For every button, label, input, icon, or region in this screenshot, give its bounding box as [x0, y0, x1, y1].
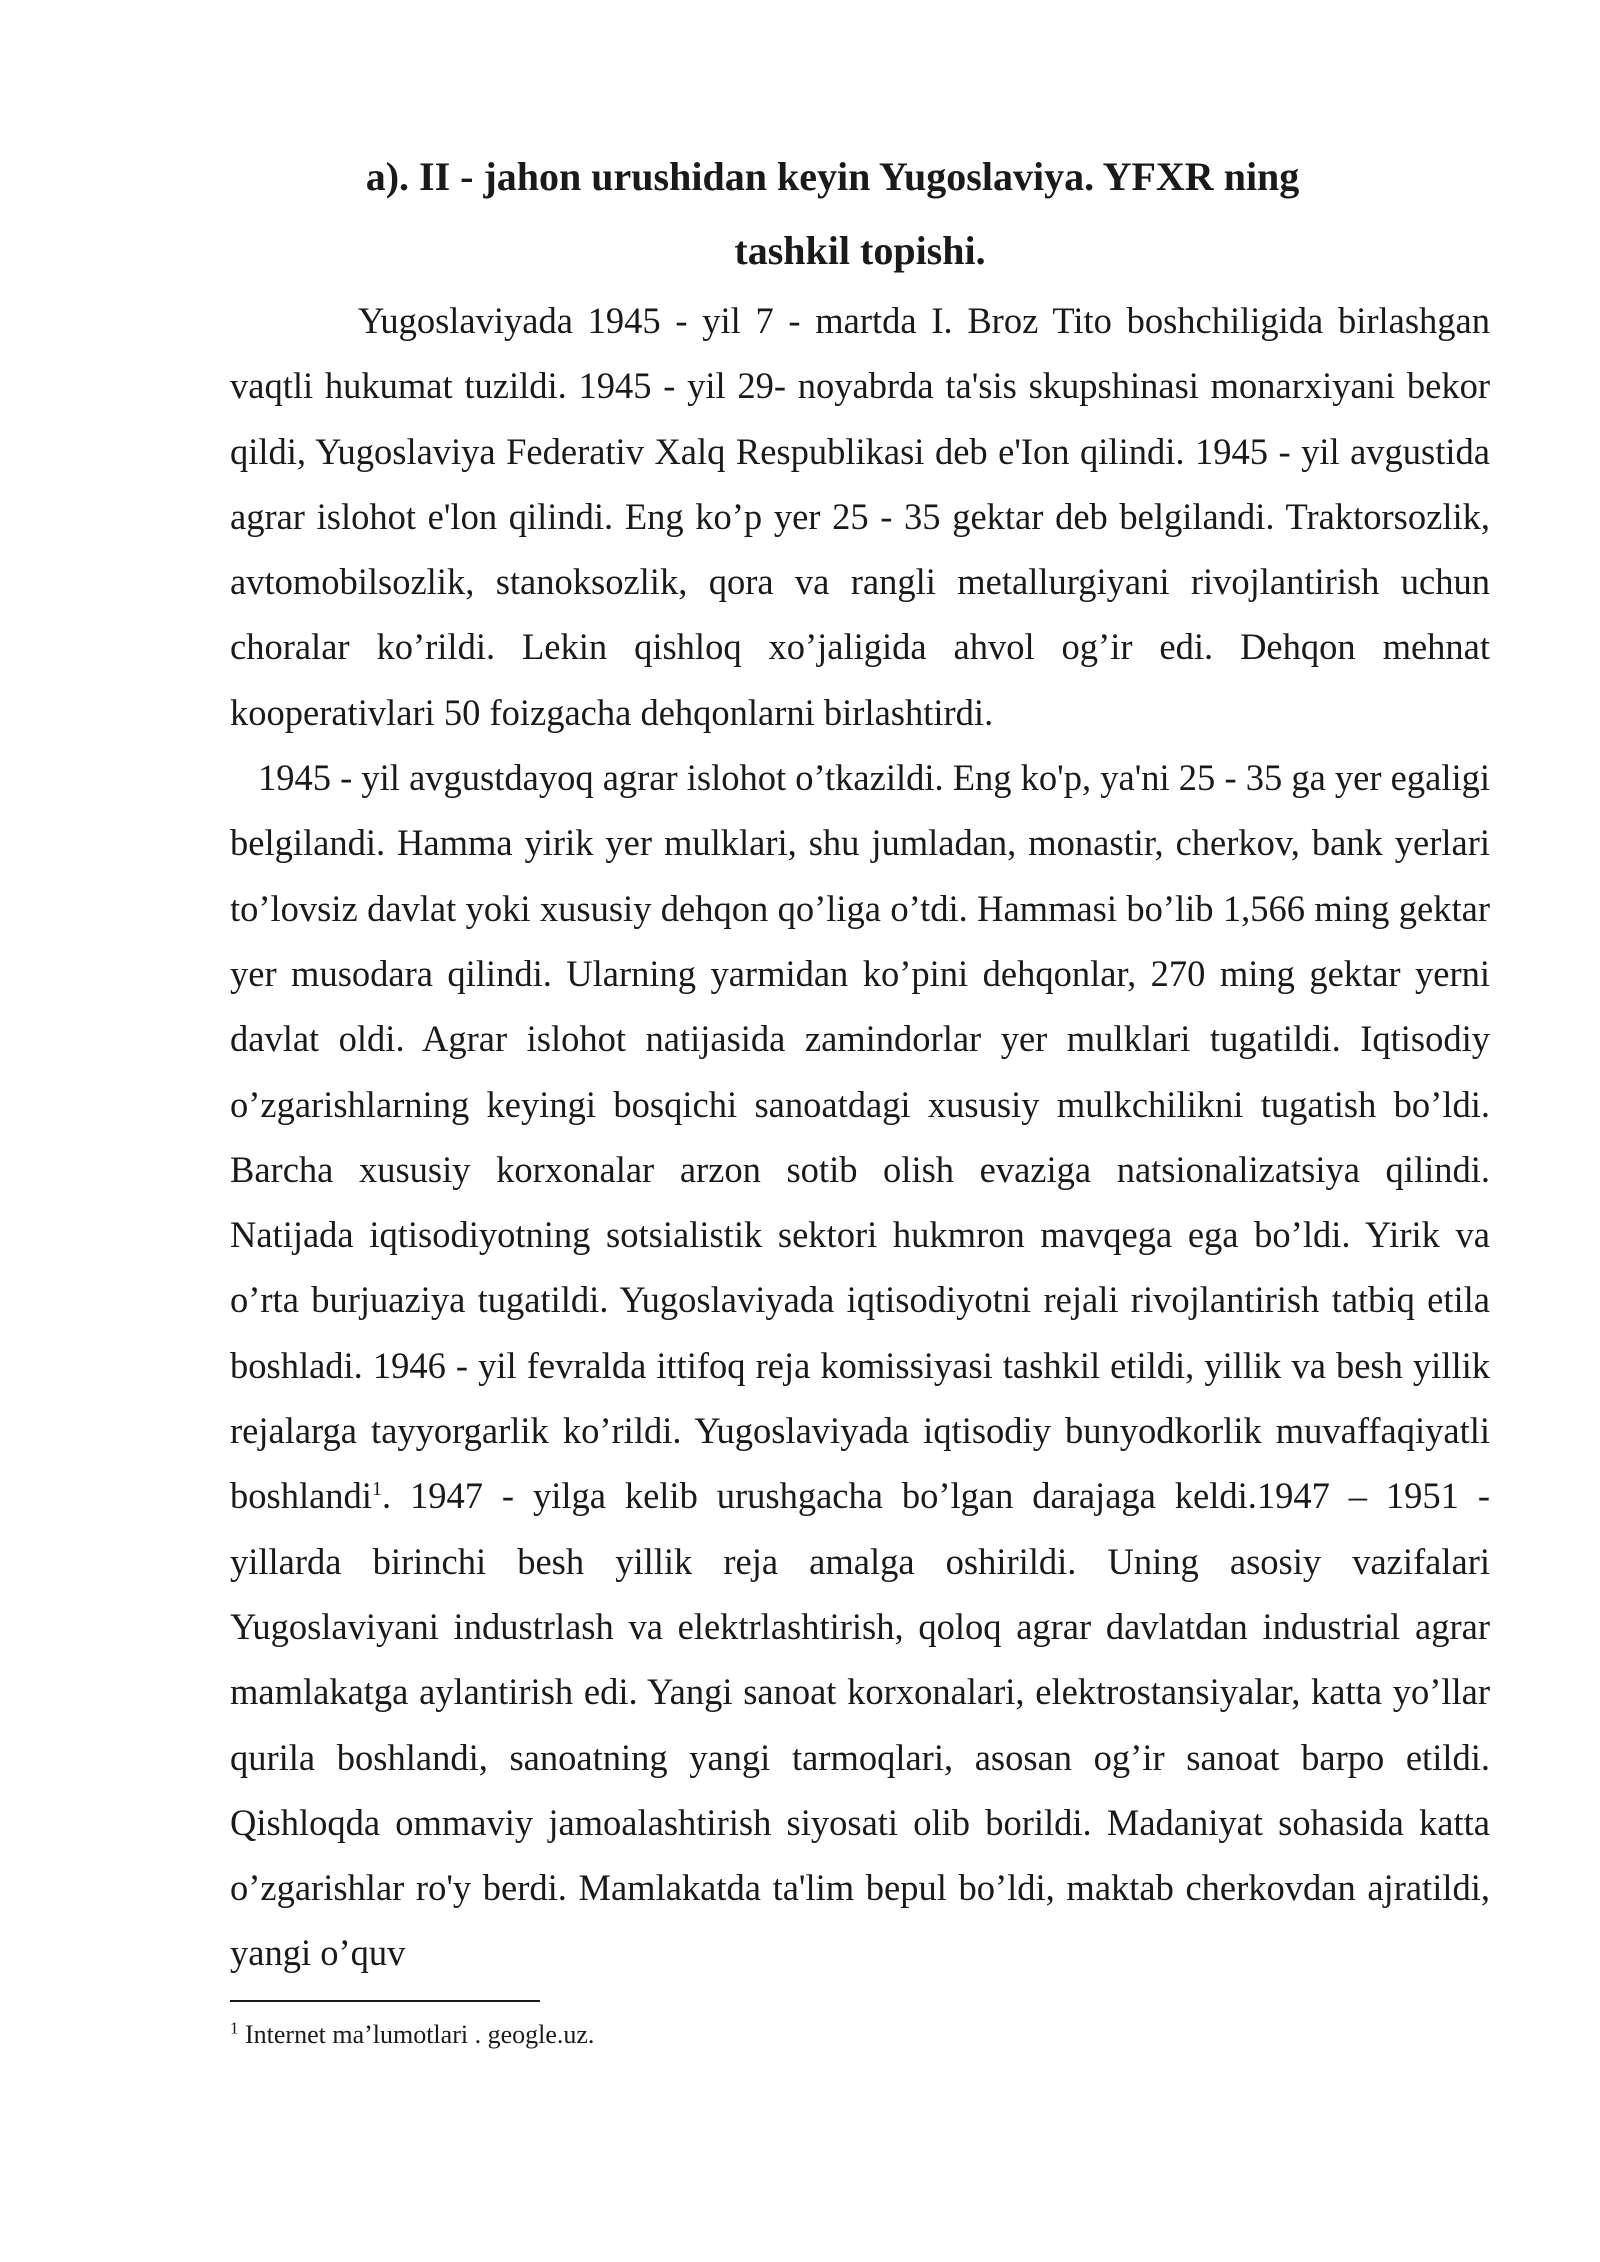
heading-line-2: tashkil topishi.: [734, 228, 986, 273]
section-heading: [230, 140, 1490, 288]
paragraph-2: [230, 745, 1490, 1986]
footnote: [230, 2020, 1490, 2050]
document-page: [230, 140, 1490, 2050]
footnote-reference[interactable]: 1: [371, 1478, 382, 1501]
heading-line-1: a). II - jahon urushidan keyin Yugoslaviya. YFXR ning: [365, 154, 1300, 199]
footnote-number: 1: [230, 2018, 239, 2038]
footnote-text: Internet ma’lumotlari . geogle.uz.: [238, 2019, 595, 2049]
paragraph-1: Yugoslaviyada 1945 - yil 7 - martda I. Broz Tito boshchiligida birlashgan vaqtli hukumat tuzildi. 1945 - yil 29- noyabrda ta'sis skupshinasi monarxiyani bekor qildi, Yugoslaviya Federativ Xalq Respublikasi deb e'Ion qilindi. 1945 - yil avgustida agrar islohot e'lon qilindi. Eng ko’p yer 25 - 35 gektar deb belgilandi. Traktorsozlik, avtomobilsozlik, stanoksozlik, qora va rangli metallurgiyani rivojlantirish uchun choralar ko’rildi. Lekin qishloq xo’jaligida ahvol og’ir edi. Dehqon mehnat kooperativlari 50 foizgacha dehqonlarni birlashtirdi.: [230, 300, 1490, 733]
paragraph-2-text-a: 1945 - yil avgustdayoq agrar islohot o’tkazildi. Eng ko'p, ya'ni 25 - 35 ga yer egaligi belgilandi. Hamma yirik yer mulklari, shu jumladan, monastir, cherkov, bank yerlari to’lovsiz davlat yoki xususiy dehqon qo’liga o’tdi. Hammasi bo’lib 1,566 ming gektar yer musodara qilindi. Ularning yarmidan ko’pini dehqonlar, 270 ming gektar yerni davlat oldi. Agrar islohot natijasida zamindorlar yer mulklari tugatildi. Iqtisodiy o’zgarishlarning keyingi bosqichi sanoatdagi xususiy mulkchilikni tugatish bo’ldi. Barcha xususiy korxonalar arzon sotib olish evaziga natsionalizatsiya qilindi. Natijada iqtisodiyotning sotsialistik sektori hukmron mavqega ega bo’ldi. Yirik va o’rta burjuaziya tugatildi. Yugoslaviyada iqtisodiyotni rejali rivojlantirish tatbiq etila boshladi. 1946 - yil fevralda ittifoq reja komissiyasi tashkil etildi, yillik va besh yillik rejalarga tayyorgarlik ko’rildi. Yugoslaviyada iqtisodiy bunyodkorlik muvaffaqiyatli boshlandi: [230, 757, 1490, 1517]
paragraph-2-text-b: . 1947 - yilga kelib urushgacha bo’lgan darajaga keldi.1947 – 1951 - yillarda birinchi besh yillik reja amalga oshirildi. Uning asosiy vazifalari Yugoslaviyani industrlash va elektrlashtirish, qoloq agrar davlatdan industrial agrar mamlakatga aylantirish edi. Yangi sanoat korxonalari, elektrostansiyalar, katta yo’llar qurila boshlandi, sanoatning yangi tarmoqlari, asosan og’ir sanoat barpo etildi. Qishloqda ommaviy jamoalashtirish siyosati olib borildi. Madaniyat sohasida katta o’zgarishlar ro'y berdi. Mamlakatda ta'lim bepul bo’ldi, maktab cherkovdan ajratildi, yangi o’quv: [230, 1475, 1490, 1974]
footnote-separator: [230, 2000, 540, 2002]
